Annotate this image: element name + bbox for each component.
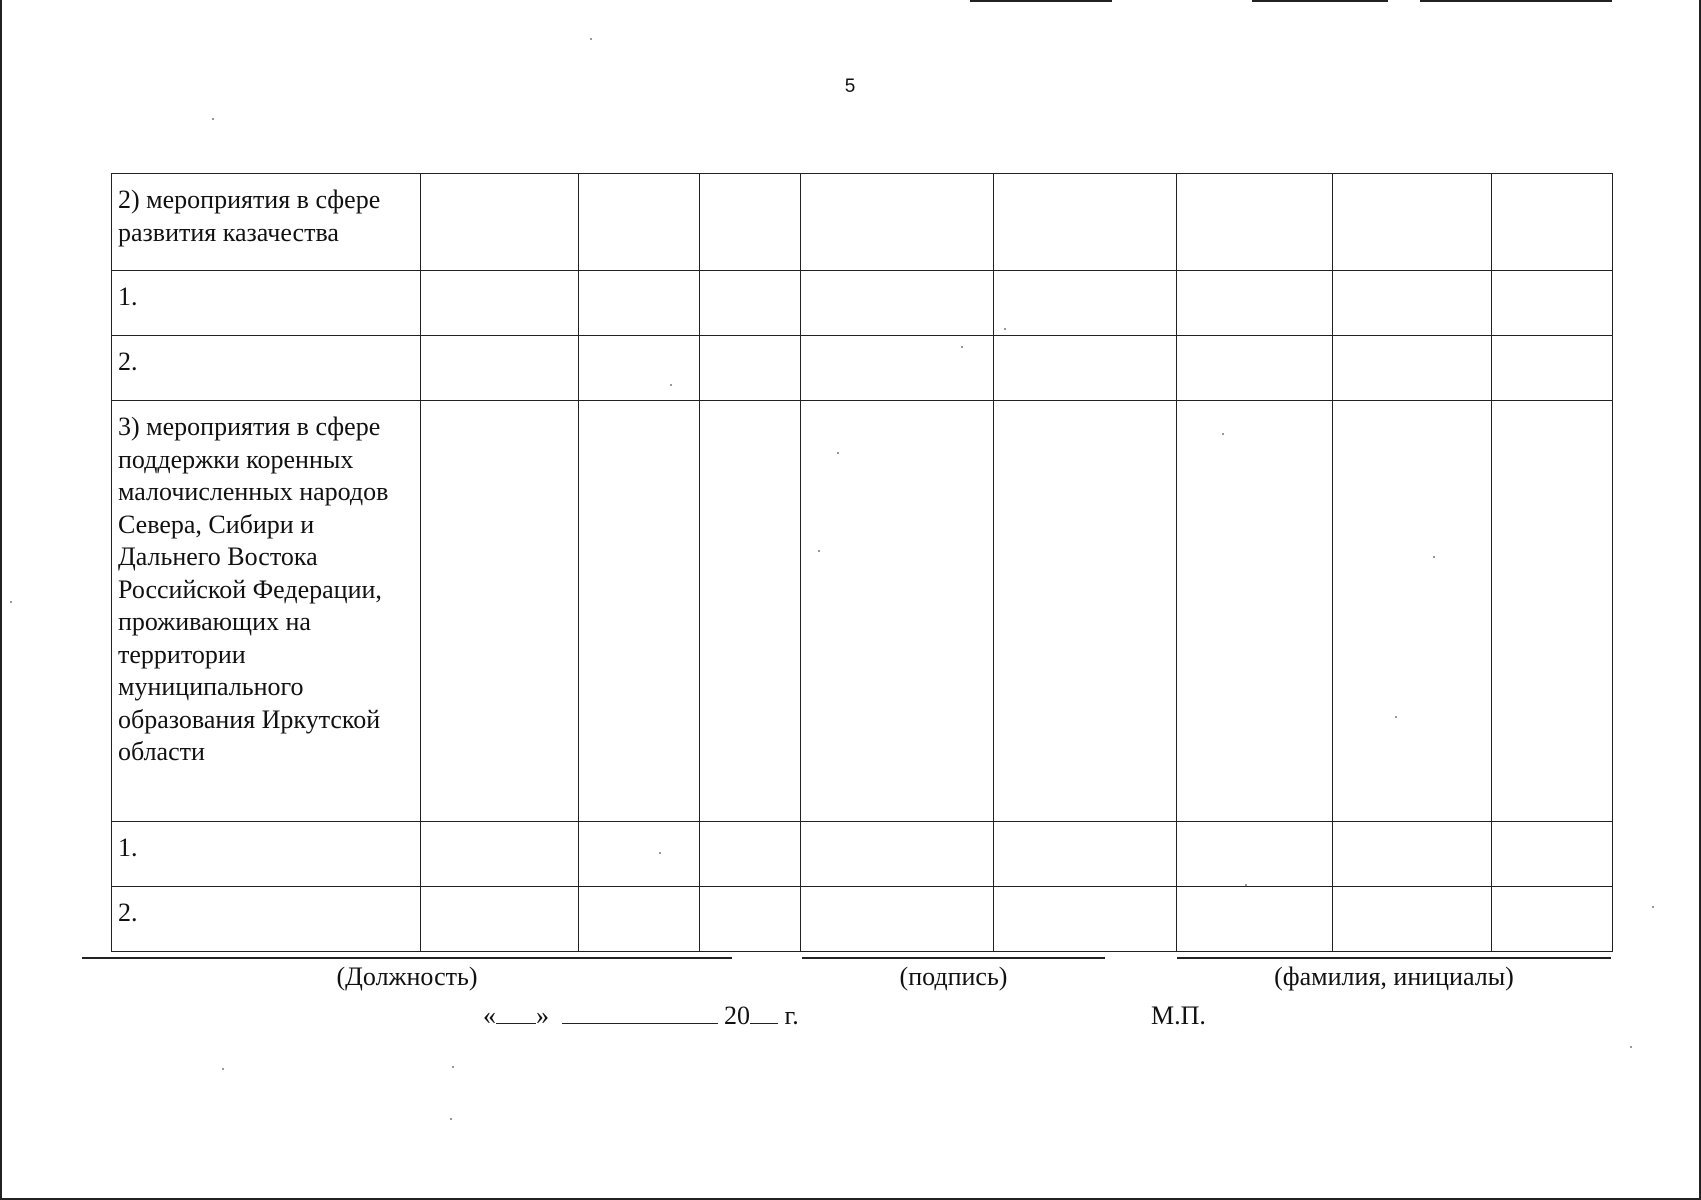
table-cell [579,822,700,887]
scan-speck [1245,884,1247,886]
row-label-indigenous-section: 3) мероприятия в сфере поддержки коренных малочисленных народов Севера, Сибири и Дальнего Востока Российской Федерации, проживающих на территории муниципального образования Иркутской области [112,401,421,822]
scan-speck [1395,716,1397,718]
signature-line [802,957,1105,959]
scan-speck [670,384,672,386]
table-row [112,271,1613,336]
activities-table [111,173,1613,952]
table-cell [421,336,579,401]
table-cell [994,401,1177,822]
scan-edge-line [1252,0,1388,2]
table-cell [1492,174,1613,271]
table-cell [700,401,801,822]
table-cell [1492,401,1613,822]
date-open-quote: « [483,1001,496,1030]
scan-speck [452,1066,454,1068]
signature-caption: (подпись) [899,962,1008,991]
scan-speck [450,1118,452,1120]
name-caption: (фамилия, инициалы) [1274,962,1514,991]
table-cell [700,336,801,401]
row-label-item-2: 2. [112,887,421,952]
row-label-item-1: 1. [112,822,421,887]
page-number: 5 [844,76,856,97]
position-line [82,957,732,959]
scan-speck [590,38,592,40]
table-cell [1492,887,1613,952]
table-row [112,174,1613,271]
table-cell [579,336,700,401]
table-cell [1177,336,1333,401]
scan-speck [212,118,214,120]
table-cell [801,887,994,952]
table-cell [1177,401,1333,822]
year-prefix: 20 [724,1001,750,1030]
table-cell [1333,336,1492,401]
table-cell [801,822,994,887]
position-caption: (Должность) [336,962,478,991]
table-cell [1333,887,1492,952]
scan-edge-line [1420,0,1612,2]
table-cell [801,336,994,401]
table-cell [421,822,579,887]
table-cell [421,887,579,952]
table-row [112,887,1613,952]
row-label-cossacks-section: 2) мероприятия в сфере развития казачества [112,174,421,271]
row-label-item-2: 2. [112,336,421,401]
scan-speck [1652,906,1654,908]
table-cell [700,174,801,271]
table-cell [1492,822,1613,887]
table-row [112,336,1613,401]
table-cell [700,822,801,887]
date-close-quote: » [536,1001,549,1030]
name-line [1177,957,1611,959]
table-cell [579,271,700,336]
table-cell [700,887,801,952]
table-cell [1333,271,1492,336]
day-blank [496,1001,536,1024]
year-suffix: г. [784,1001,799,1030]
table-row [112,822,1613,887]
table-cell [801,174,994,271]
table-cell [1177,887,1333,952]
table-cell [1333,401,1492,822]
table-cell [994,174,1177,271]
scan-speck [10,601,12,603]
table-cell [994,271,1177,336]
table-cell [801,401,994,822]
page-border-left [0,0,2,1200]
scan-speck [222,1068,224,1070]
table-row [112,401,1613,822]
scan-edge-line [970,0,1112,2]
scan-speck [1222,433,1224,435]
table-cell [421,271,579,336]
scan-speck [961,346,963,348]
table-cell [994,822,1177,887]
table-cell [579,401,700,822]
table-cell [1492,336,1613,401]
stamp-placeholder: М.П. [1151,1001,1206,1030]
table-cell [994,336,1177,401]
scan-speck [818,550,820,552]
scan-speck [1630,1046,1632,1048]
table-cell [1177,271,1333,336]
table-cell [1492,271,1613,336]
scan-speck [837,452,839,454]
scan-speck [1433,556,1435,558]
table-cell [801,271,994,336]
table-cell [700,271,801,336]
scan-speck [659,852,661,854]
month-blank [562,1001,718,1024]
table-cell [421,401,579,822]
table-cell [1177,822,1333,887]
table-cell [1333,174,1492,271]
year-blank [750,1001,778,1024]
table-cell [1333,822,1492,887]
table-cell [421,174,579,271]
table-cell [1177,174,1333,271]
table-cell [994,887,1177,952]
row-label-item-1: 1. [112,271,421,336]
scan-speck [1004,328,1006,330]
date-line [483,1001,799,1031]
table-cell [579,174,700,271]
table-cell [579,887,700,952]
